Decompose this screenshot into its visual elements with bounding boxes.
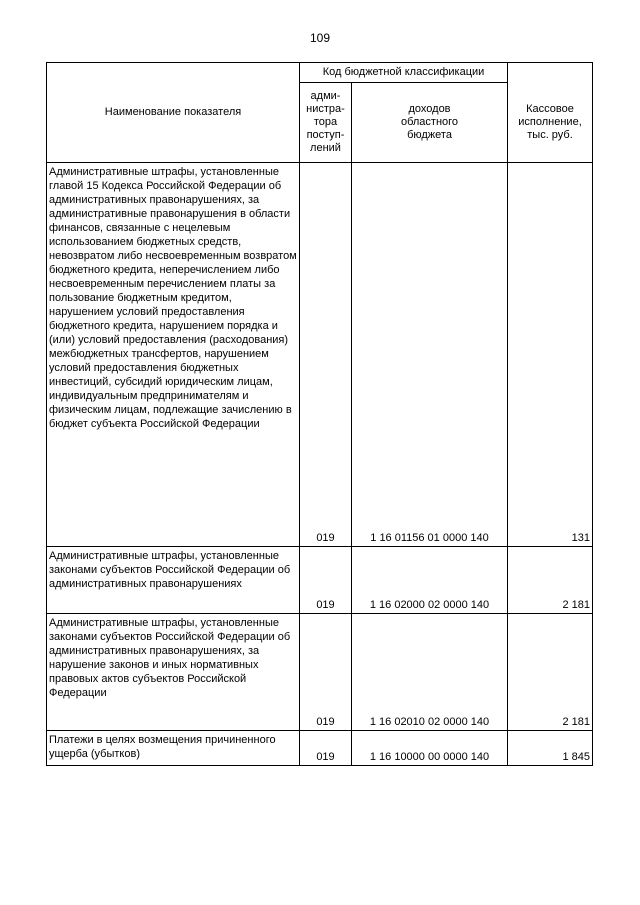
indicator-name: Административные штрафы, установленные главой 15 Кодекса Российской Федерации об административных правонарушениях, за административные правонарушения в области финансов, связанные с нецелевым использованием бюджетных средств, невозвратом либо несвоевременным возвратом бюджетного кредита, неперечислением либо несвоевременным перечислением платы за пользование бюджетным кредитом, нарушением условий предоставления бюджетного кредита, нарушением порядка и (или) условий предоставления (расходования) межбюджетных трансфертов, нарушением условий предоставления бюджетных инвестиций, субсидий юридическим лицам, индивидуальным предпринимателям и физическим лицам, подлежащие зачислению в бюджет субъекта Российской Федерации [47, 163, 300, 547]
header-amount-spacer [508, 63, 593, 83]
page-number: 109 [309, 31, 331, 45]
table-row [47, 614, 593, 731]
admin-code: 019 [300, 547, 352, 614]
cash-execution-amount: 2 181 [508, 614, 593, 731]
header-income-label: доходов областного бюджета [400, 103, 459, 141]
header-admin-label: адми- нистра- тора поступ- лений [306, 90, 345, 154]
income-code: 1 16 10000 00 0000 140 [352, 731, 508, 766]
header-admin [300, 83, 352, 163]
header-code-group: Код бюджетной классификации [300, 63, 508, 83]
cash-execution-amount: 2 181 [508, 547, 593, 614]
admin-code: 019 [300, 731, 352, 766]
income-code: 1 16 01156 01 0000 140 [352, 163, 508, 547]
indicator-name: Административные штрафы, установленные законами субъектов Российской Федерации об административных правонарушениях, за нарушение законов и иных нормативных правовых актов субъектов Российской Федерации [47, 614, 300, 731]
indicator-name: Платежи в целях возмещения причиненного ущерба (убытков) [47, 731, 300, 766]
table-row [47, 163, 593, 547]
cash-execution-amount: 1 845 [508, 731, 593, 766]
indicator-name: Административные штрафы, установленные законами субъектов Российской Федерации об административных правонарушениях [47, 547, 300, 614]
header-income [352, 83, 508, 163]
header-amount-label: Кассовое исполнение, тыс. руб. [518, 102, 582, 141]
admin-code: 019 [300, 163, 352, 547]
admin-code: 019 [300, 614, 352, 731]
income-code: 1 16 02000 02 0000 140 [352, 547, 508, 614]
table-row [47, 731, 593, 766]
table-row [47, 547, 593, 614]
header-amount [508, 83, 593, 163]
budget-report-table [46, 62, 593, 766]
cash-execution-amount: 131 [508, 163, 593, 547]
header-name: Наименование показателя [47, 63, 300, 163]
income-code: 1 16 02010 02 0000 140 [352, 614, 508, 731]
